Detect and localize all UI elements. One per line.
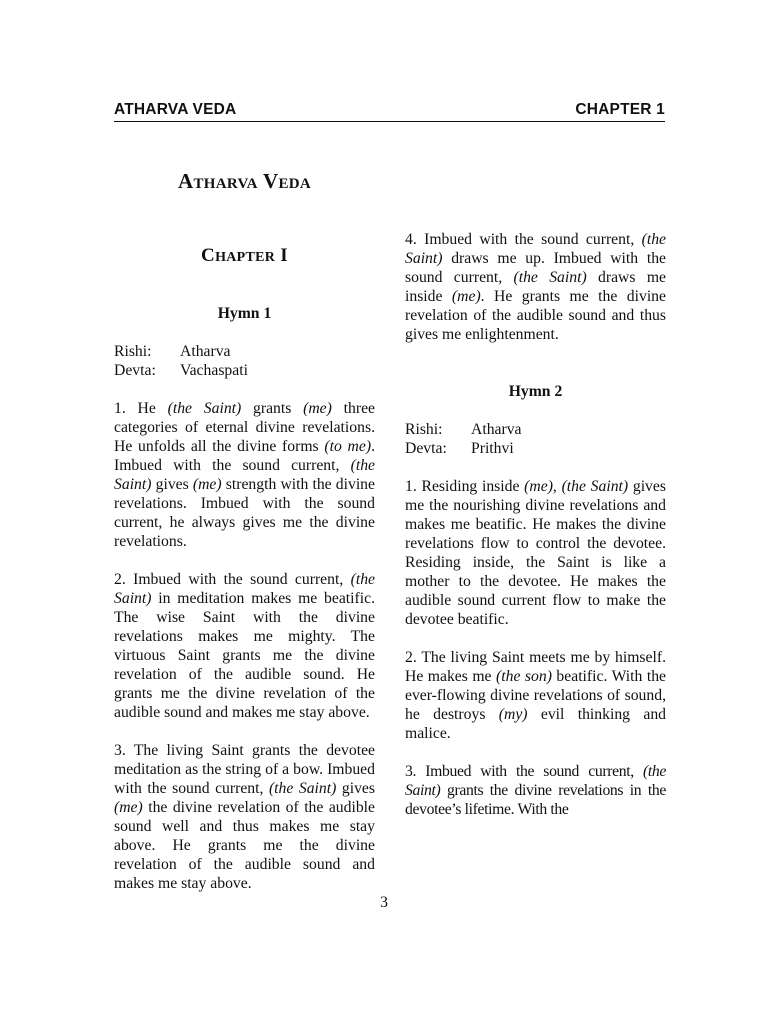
hymn-1-title: Hymn 1 [217,305,272,322]
hymn-1-devta: Devta: Vachaspati [114,362,248,379]
hymn-2-devta: Devta: Prithvi [405,440,514,457]
hymn-1-verse-4: 4. Imbued with the sound current, (the Saint) draws me up. Imbued with the sound current, (the Saint) draws me inside (me). He grants me the divine revelation of the audible sound and thus gives me enlightenment. [405,231,666,343]
running-header [114,101,665,119]
hymn-2-verse-3: 3. Imbued with the sound current, (the Saint) grants the divine revelations in the devotee’s lifetime. With the [405,763,666,818]
hymn-1-rishi: Rishi: Atharva [114,343,231,360]
hymn-1-verse-2: 2. Imbued with the sound current, (the Saint) in meditation makes me beatific. The wise Saint with the divine revelations makes me mighty. The virtuous Saint grants me the divine revelation of the audible sound. He grants me the divine revelation of the audible sound and makes me stay above. [114,571,375,721]
header-book-title: ATHARVA VEDA [114,101,237,118]
hymn-2-verse-1: 1. Residing inside (me), (the Saint) gives me the nourishing divine revelations and makes me beatific. He makes the divine revelations flow to control the devotee. Residing inside, the Saint is like a mother to the devotee. He makes the audible sound current flow to make the devotee beatific. [405,478,666,628]
header-rule [114,121,665,122]
right-column [405,154,666,819]
left-column [114,154,375,893]
chapter-title: CHAPTER I [201,245,288,266]
hymn-2-title: Hymn 2 [508,383,563,400]
hymn-1-verse-3: 3. The living Saint grants the devotee meditation as the string of a bow. Imbued with the sound current, (the Saint) gives (me) the divine revelation of the audible sound well and thus makes me stay above. He grants me the divine revelation of the audible sound and makes me stay above. [114,742,375,892]
hymn-2-rishi: Rishi: Atharva [405,421,522,438]
hymn-2-verse-2: 2. The living Saint meets me by himself. He makes me (the son) beatific. With the ever-flowing divine revelations of sound, he destroys (my) evil thinking and malice. [405,649,667,742]
hymn-1-verse-1: 1. He (the Saint) grants (me) three categories of eternal divine revelations. He unfolds all the divine forms (to me). Imbued with the sound current, (the Saint) gives (me) strength with the divine revelations. Imbued with the sound current, he always gives me the divine revelations. [114,400,375,550]
header-chapter: CHAPTER 1 [575,101,665,118]
book-title: ATHARVA VEDA [177,169,312,193]
page-number: 3 [380,894,388,911]
